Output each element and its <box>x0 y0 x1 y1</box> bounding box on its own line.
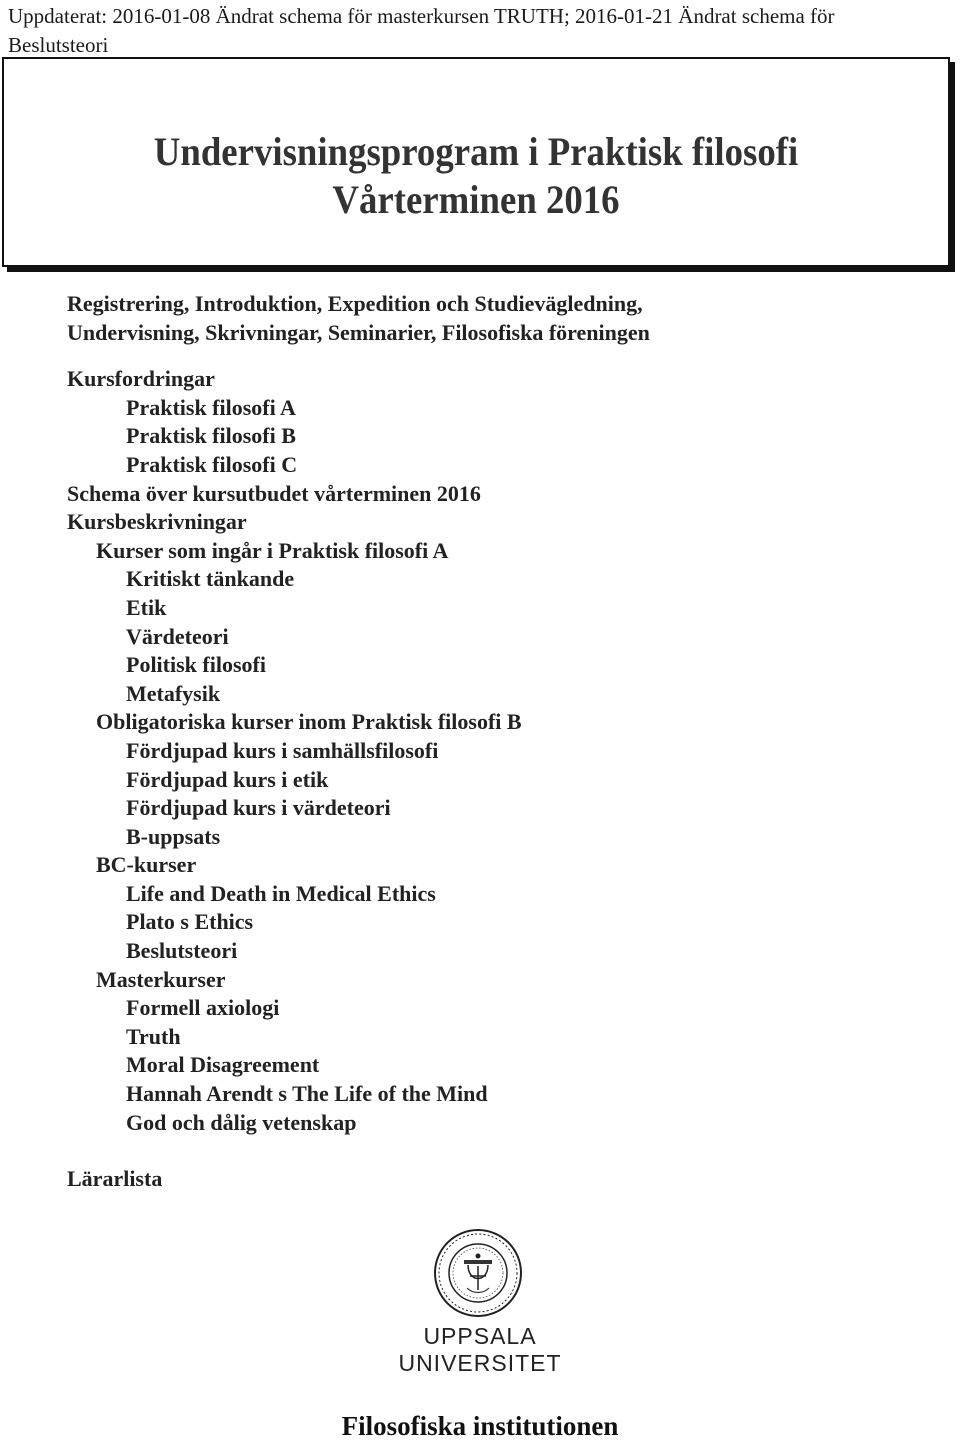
toc-item[interactable]: B-uppsats <box>126 823 221 849</box>
toc-item[interactable]: Fördjupad kurs i värdeteori <box>126 795 391 821</box>
toc-item[interactable]: BC-kurser <box>96 852 197 878</box>
toc-item[interactable]: Kritiskt tänkande <box>126 566 295 592</box>
toc-item[interactable]: Registrering, Introduktion, Expedition och Studievägledning, <box>67 291 643 316</box>
title-box <box>2 57 950 267</box>
toc-item[interactable]: Kursbeskrivningar <box>67 509 247 535</box>
toc-item[interactable]: Obligatoriska kurser inom Praktisk filosofi B <box>96 709 522 735</box>
toc-item[interactable]: Hannah Arendt s The Life of the Mind <box>126 1081 488 1107</box>
logo-line-1: UPPSALA <box>423 1323 537 1349</box>
university-logotype <box>385 1323 575 1377</box>
toc-item[interactable]: Moral Disagreement <box>126 1052 320 1078</box>
toc-item[interactable]: Truth <box>126 1023 181 1049</box>
toc-item[interactable]: Fördjupad kurs i etik <box>126 766 329 792</box>
toc-item[interactable]: Värdeteori <box>126 623 229 649</box>
toc-item[interactable]: Life and Death in Medical Ethics <box>126 880 436 906</box>
document-subtitle: Vårterminen 2016 <box>332 177 620 222</box>
toc-item[interactable]: God och dålig vetenskap <box>126 1109 357 1135</box>
university-seal-icon <box>433 1228 523 1318</box>
toc-item[interactable]: Metafysik <box>126 680 221 706</box>
toc-item[interactable]: Masterkurser <box>96 966 226 992</box>
toc-item[interactable]: Praktisk filosofi C <box>126 451 298 477</box>
toc-item[interactable]: Kursfordringar <box>67 366 215 392</box>
department-name: Filosofiska institutionen <box>341 1411 619 1441</box>
toc-item[interactable]: Praktisk filosofi B <box>126 423 296 449</box>
update-note: Uppdaterat: 2016-01-08 Ändrat schema för masterkursen TRUTH; 2016-01-21 Ändrat schema för Beslutsteori <box>8 4 835 57</box>
document-title: Undervisningsprogram i Praktisk filosofi <box>153 129 799 174</box>
toc-item[interactable]: Undervisning, Skrivningar, Seminarier, Filosofiska föreningen <box>67 319 650 345</box>
toc-item[interactable]: Lärarlista <box>67 1166 163 1192</box>
toc-item[interactable]: Schema över kursutbudet vårterminen 2016 <box>67 480 481 506</box>
toc-item[interactable]: Praktisk filosofi A <box>126 394 296 420</box>
toc-item[interactable]: Fördjupad kurs i samhällsfilosofi <box>126 737 439 763</box>
toc-item[interactable]: Beslutsteori <box>126 938 238 964</box>
toc-item[interactable]: Etik <box>126 594 167 620</box>
table-of-contents <box>67 290 650 1194</box>
logo-line-2: UNIVERSITET <box>398 1350 562 1376</box>
toc-item[interactable]: Kurser som ingår i Praktisk filosofi A <box>96 537 449 563</box>
toc-item[interactable]: Formell axiologi <box>126 995 280 1021</box>
toc-item[interactable]: Politisk filosofi <box>126 652 266 678</box>
toc-item[interactable]: Plato s Ethics <box>126 909 254 935</box>
